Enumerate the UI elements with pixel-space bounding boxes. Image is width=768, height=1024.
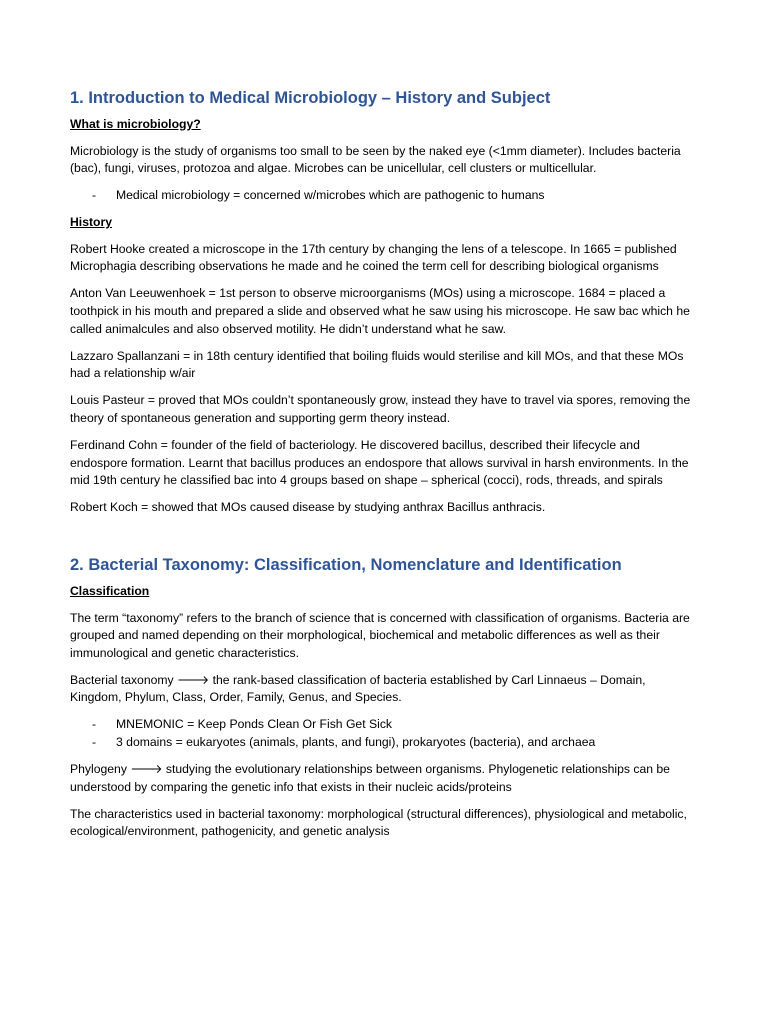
bacterial-taxonomy-paragraph	[70, 672, 700, 707]
history-paragraph-cohn: Ferdinand Cohn = founder of the field of bacteriology. He discovered bacillus, described their lifecycle and endospore formation. Learnt that bacillus produces an endospore that allows survival in harsh environments. In the mid 19th century he classified bac into 4 groups based on shape – spherical (cocci), rods, threads, and spirals	[70, 438, 689, 488]
history-paragraph-leeuwenhoek: Anton Van Leeuwenhoek = 1st person to observe microorganisms (MOs) using a microscope. 1684 = placed a toothpick in his mouth and prepared a slide and observed what he saw using his microscope. He saw bac which he called animalcules and also observed motility. He didn’t understand what he saw.	[70, 286, 690, 336]
bacterial-taxonomy-text: the rank-based classification of bacteria established by Carl Linnaeus – Domain, Kingdom, Phylum, Class, Order, Family, Genus, and Species.	[70, 672, 646, 705]
bullet-text: Medical microbiology = concerned w/microbes which are pathogenic to humans	[116, 188, 545, 203]
phylogeny-text: studying the evolutionary relationships between organisms. Phylogenetic relationships can be understood by comparing the genetic info that exists in their nucleic acids/proteins	[70, 762, 670, 794]
right-arrow-icon: 🡒	[177, 672, 210, 687]
what-is-microbiology-heading: What is microbiology?	[70, 117, 201, 131]
history-paragraph-koch: Robert Koch = showed that MOs caused disease by studying anthrax Bacillus anthracis.	[70, 500, 546, 515]
characteristics-paragraph: The characteristics used in bacterial taxonomy: morphological (structural differences), physiological and metabolic, ecological/environment, pathogenicity, and genetic analysis	[70, 806, 687, 839]
history-paragraph-pasteur: Louis Pasteur = proved that MOs couldn’t spontaneously grow, instead they have to travel via spores, removing the theory of spontaneous generation and supporting germ theory instead.	[70, 393, 691, 426]
section-1-heading: 1. Introduction to Medical Microbiology – History and Subject	[70, 89, 551, 107]
classification-heading: Classification	[70, 584, 150, 598]
bacterial-taxonomy-term: Bacterial taxonomy	[70, 672, 174, 687]
bullet-text: MNEMONIC = Keep Ponds Clean Or Fish Get Sick	[116, 717, 393, 732]
bullet-text: 3 domains = eukaryotes (animals, plants, and fungi), prokaryotes (bacteria), and archaea	[116, 735, 596, 750]
document-page	[70, 88, 700, 851]
bullet-dash: -	[92, 717, 97, 732]
bullet-dash: -	[92, 735, 97, 750]
history-paragraph-hooke: Robert Hooke created a microscope in the 17th century by changing the lens of a telescope. In 1665 = published Microphagia describing observations he made and he coined the term cell for describing biological organisms	[70, 241, 677, 274]
history-heading: History	[70, 215, 112, 230]
right-arrow-icon: 🡒	[130, 762, 163, 777]
taxonomy-definition-paragraph: The term “taxonomy” refers to the branch of science that is concerned with classification of organisms. Bacteria are grouped and named depending on their morphological, biochemical and metabolic differences as well as their immunological and genetic characteristics.	[70, 610, 690, 660]
list-item	[70, 187, 700, 205]
microbiology-definition-paragraph: Microbiology is the study of organisms too small to be seen by the naked eye (<1mm diameter). Includes bacteria (bac), fungi, viruses, protozoa and algae. Microbes can be unicellular, cell clusters or multicellular.	[70, 143, 681, 176]
phylogeny-paragraph	[70, 761, 700, 796]
list-item	[70, 734, 700, 752]
microbiology-bullet-list	[70, 187, 700, 205]
phylogeny-term: Phylogeny	[70, 762, 127, 777]
bullet-dash: -	[92, 188, 97, 203]
list-item	[70, 716, 700, 734]
taxonomy-bullet-list	[70, 716, 700, 751]
history-paragraph-spallanzani: Lazzaro Spallanzani = in 18th century identified that boiling fluids would sterilise and kill MOs, and that these MOs had a relationship w/air	[70, 348, 684, 381]
section-2-heading: 2. Bacterial Taxonomy: Classification, Nomenclature and Identification	[70, 556, 622, 574]
